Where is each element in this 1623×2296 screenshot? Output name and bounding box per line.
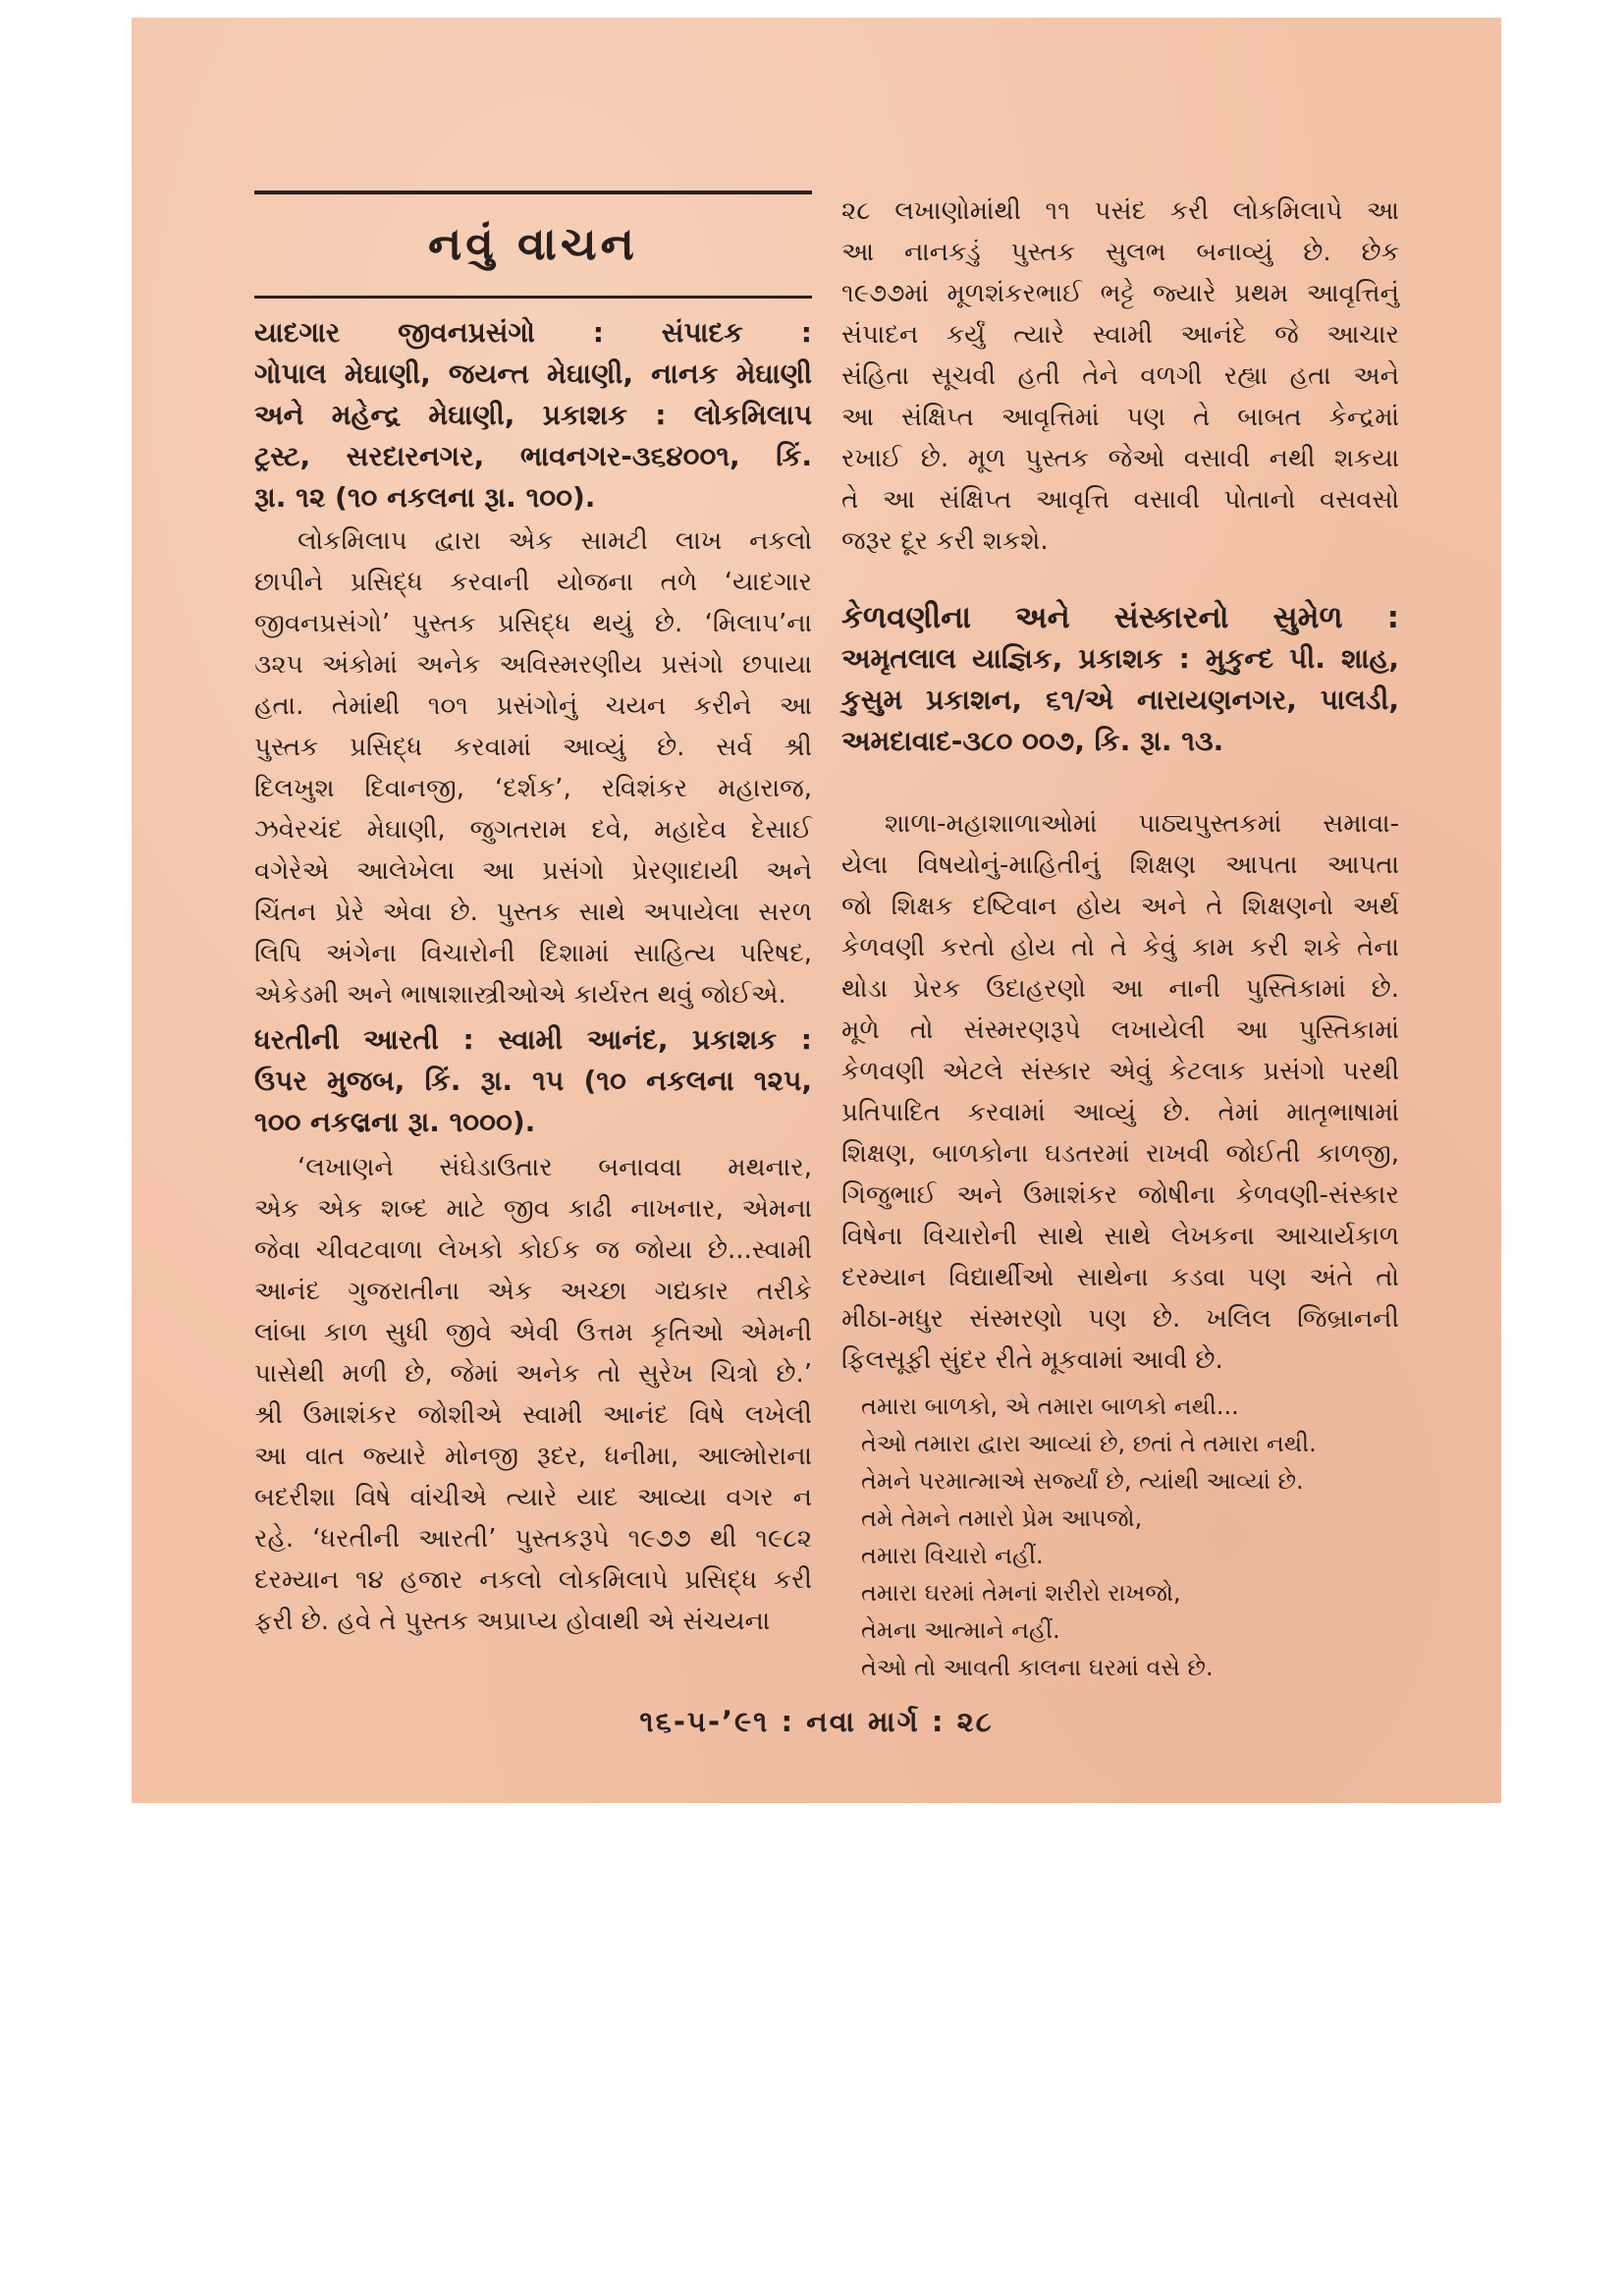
body-line: કેળવણી એટલે સંસ્કાર એવું કેટલાક પ્રસંગો પરથી xyxy=(841,1057,1399,1086)
review-1-heading xyxy=(254,312,812,519)
review-heading-line: ટ્રસ્ટ, સરદારનગર, ભાવનગર-૩૬૪૦૦૧, કિં. xyxy=(254,440,812,472)
body-line: ઝવેરચંદ મેઘાણી, જુગતરામ દવે, મહાદેવ દેસાઈ xyxy=(254,815,812,845)
review-heading-line: અને મહેન્દ્ર મેઘાણી, પ્રકાશક : લોકમિલાપ xyxy=(254,399,812,431)
poem-line: તેમને પરમાત્માએ સર્જ્યાં છે, ત્યાંથી આવ્યાં છે. xyxy=(861,1467,1304,1495)
body-line: વગેરેએ આલેખેલા આ પ્રસંગો પ્રેરણાદાયી અને xyxy=(254,856,812,886)
body-line: શ્રી ઉમાશંકર જોશીએ સ્વામી આનંદ વિષે લખેલી xyxy=(254,1400,812,1430)
poem-line: તેઓ તમારા દ્વારા આવ્યાં છે, છતાં તે તમારા નથી. xyxy=(861,1430,1317,1457)
body-line: વિષેના વિચારોની સાથે સાથે લેખકના આચાર્યકાળ xyxy=(841,1222,1399,1251)
review-3-heading xyxy=(841,597,1399,762)
body-line: આ વાત જ્યારે મોનજી રૂદર, ધનીમા, આલ્મોરાના xyxy=(254,1442,812,1471)
poem-quote xyxy=(861,1388,1391,1686)
body-line: છાપીને પ્રસિદ્ધ કરવાની યોજના તળે ‘યાદગાર xyxy=(254,568,812,597)
body-line: પ્રતિપાદિત કરવામાં આવ્યું છે. તેમાં માતૃભાષામાં xyxy=(841,1098,1399,1127)
review-heading-line: ઉપર મુજબ, કિં. રૂા. ૧૫ (૧૦ નકલના ૧૨૫, xyxy=(254,1065,812,1097)
newspaper-page xyxy=(132,18,1501,1803)
body-line: તે આ સંક્ષિપ્ત આવૃત્તિ વસાવી પોતાનો વસવસો xyxy=(841,485,1399,515)
body-line: ૩૨૫ અંકોમાં અનેક અવિસ્મરણીય પ્રસંગો છપાયા xyxy=(254,650,812,680)
review-heading-line: અમદાવાદ-૩૮૦ ૦૦૭, કિ. રૂા. ૧૩. xyxy=(841,725,1224,757)
body-line: દિલખુશ દિવાનજી, ‘દર્શક’, રવિશંકર મહારાજ, xyxy=(254,774,812,803)
body-line: જેવા ચીવટવાળા લેખકો કોઈક જ જોયા છે...સ્વામી xyxy=(254,1235,812,1265)
body-line: મીઠા-મધુર સંસ્મરણો પણ છે. ખલિલ જિબ્રાનની xyxy=(841,1304,1399,1334)
review-heading-line: ધરતીની આરતી : સ્વામી આનંદ, પ્રકાશક : xyxy=(254,1023,812,1056)
body-line: ફરી છે. હવે તે પુસ્તક અપ્રાપ્ય હોવાથી એ સંચયના xyxy=(254,1607,771,1636)
body-line: પુસ્તક પ્રસિદ્ધ કરવામાં આવ્યું છે. સર્વ શ્રી xyxy=(254,733,812,762)
section-rule-top xyxy=(254,191,812,194)
review-heading-line: કેળવણીના અને સંસ્કારનો સુમેળ : xyxy=(841,600,1399,635)
body-line: લાંબા કાળ સુધી જીવે એવી ઉત્તમ કૃતિઓ એમની xyxy=(254,1318,812,1347)
section-title: નવું વાચન xyxy=(428,217,638,270)
body-line: સંપાદન કર્યું ત્યારે સ્વામી આનંદે જે આચાર xyxy=(841,320,1399,350)
body-line: એક એક શબ્દ માટે જીવ કાઢી નાખનાર, એમના xyxy=(254,1194,812,1224)
review-heading-line: અમૃતલાલ યાજ્ઞિક, પ્રકાશક : મુકુન્દ પી. શાહ, xyxy=(841,642,1399,675)
body-line: એકેડમી અને ભાષાશાસ્ત્રીઓએ કાર્યરત થવું જોઈએ. xyxy=(254,980,786,1010)
review-heading-line: યાદગાર જીવનપ્રસંગો : સંપાદક : xyxy=(254,316,812,349)
review-heading-line: કુસુમ પ્રકાશન, ૬૧/એ નારાયણનગર, પાલડી, xyxy=(841,683,1399,716)
review-2-body xyxy=(254,1147,812,1642)
body-line: બદરીશા વિષે વાંચીએ ત્યારે યાદ આવ્યા વગર ન xyxy=(254,1483,812,1512)
section-rule-bottom xyxy=(254,296,812,299)
body-line: હતા. તેમાંથી ૧૦૧ પ્રસંગોનું ચયન કરીને આ xyxy=(254,691,812,721)
body-line: લોકમિલાપ દ્વારા એક સામટી લાખ નકલો xyxy=(298,526,812,556)
body-line: આનંદ ગુજરાતીના એક અચ્છા ગદ્યકાર તરીકે xyxy=(254,1277,812,1306)
poem-line: તમારા વિચારો નહીં. xyxy=(861,1542,1044,1569)
poem-line: તેઓ તો આવતી કાલના ઘરમાં વસે છે. xyxy=(861,1654,1214,1681)
body-line: જીવનપ્રસંગો’ પુસ્તક પ્રસિદ્ધ થયું છે. ‘મિલાપ’ના xyxy=(254,609,812,638)
body-line: જરૂર દૂર કરી શકશે. xyxy=(841,526,1049,556)
body-line: પાસેથી મળી છે, જેમાં અનેક તો સુરેખ ચિત્રો છે.’ xyxy=(254,1359,812,1389)
review-2-continuation xyxy=(841,191,1399,562)
body-line: લિપિ અંગેના વિચારોની દિશામાં સાહિત્ય પરિષદ, xyxy=(254,939,812,968)
body-line: ચિંતન પ્રેરે એવા છે. પુસ્તક સાથે અપાયેલા સરળ xyxy=(254,898,812,927)
poem-line: તેમના આત્માને નહીં. xyxy=(861,1616,1060,1644)
body-line: ફિલસૂફી સુંદર રીતે મૂકવામાં આવી છે. xyxy=(841,1345,1223,1375)
body-line: દરમ્યાન ૧૪ હજાર નકલો લોકમિલાપે પ્રસિદ્ધ કરી xyxy=(254,1565,812,1595)
body-line: જો શિક્ષક દષ્ટિવાન હોય અને તે શિક્ષણનો અર્થ xyxy=(841,892,1399,921)
body-line: શાળા-મહાશાળાઓમાં પાઠ્યપુસ્તકમાં સમાવા- xyxy=(885,809,1399,839)
review-heading-line: ૧૦૦ નકલના રૂા. ૧૦૦૦). xyxy=(254,1106,536,1138)
body-line: ૨૮ લખાણોમાંથી ૧૧ પસંદ કરી લોકમિલાપે આ xyxy=(841,196,1399,226)
poem-line: તમારા બાળકો, એ તમારા બાળકો નથી... xyxy=(861,1393,1239,1420)
body-line: સંહિતા સૂચવી હતી તેને વળગી રહ્યા હતા અને xyxy=(841,361,1399,391)
body-line: રહે. ‘ધરતીની આરતી’ પુસ્તકરૂપે ૧૯૭૭ થી ૧૯૮૨ xyxy=(254,1524,812,1554)
body-line: આ નાનકડું પુસ્તક સુલભ બનાવ્યું છે. છેક xyxy=(841,238,1399,267)
review-1-body xyxy=(254,520,812,1015)
poem-line: તમે તેમને તમારો પ્રેમ આપજો, xyxy=(861,1504,1143,1532)
review-2-heading xyxy=(254,1019,812,1143)
review-heading-line: રૂા. ૧૨ (૧૦ નકલના રૂા. ૧૦૦). xyxy=(254,481,596,514)
body-line: રખાઈ છે. મૂળ પુસ્તક જેઓ વસાવી નથી શકયા xyxy=(841,444,1399,473)
body-line: આ સંક્ષિપ્ત આવૃત્તિમાં પણ તે બાબત કેન્દ્રમાં xyxy=(841,403,1399,432)
page-footer: ૧૬-૫-’૯૧ : નવા માર્ગ : ૨૮ xyxy=(639,1705,994,1738)
body-line: કેળવણી કરતો હોય તો તે કેવું કામ કરી શકે તેના xyxy=(841,933,1399,962)
poem-line: તમારા ઘરમાં તેમનાં શરીરો રાખજો, xyxy=(861,1579,1181,1607)
body-line: યેલા વિષયોનું-માહિતીનું શિક્ષણ આપતા આપતા xyxy=(841,850,1399,880)
review-heading-line: ગોપાલ મેઘાણી, જયન્ત મેઘાણી, નાનક મેઘાણી xyxy=(254,357,812,390)
body-line: ૧૯૭૭માં મૂળશંકરભાઈ ભટ્ટે જ્યારે પ્રથમ આવૃત્તિનું xyxy=(841,279,1399,308)
body-line: ગિજુભાઈ અને ઉમાશંકર જોષીના કેળવણી-સંસ્કાર xyxy=(841,1180,1399,1210)
body-line: દરમ્યાન વિદ્યાર્થીઓ સાથેના કડવા પણ અંતે તો xyxy=(841,1263,1399,1292)
body-line: શિક્ષણ, બાળકોના ઘડતરમાં રાખવી જોઈતી કાળજી, xyxy=(841,1139,1399,1169)
body-line: થોડા પ્રેરક ઉદાહરણો આ નાની પુસ્તિકામાં છે. xyxy=(841,974,1399,1004)
body-line: ‘લખાણને સંઘેડાઉતાર બનાવવા મથનાર, xyxy=(298,1153,812,1182)
review-3-body xyxy=(841,803,1399,1381)
body-line: મૂળે તો સંસ્મરણરૂપે લખાયેલી આ પુસ્તિકામાં xyxy=(841,1015,1399,1045)
